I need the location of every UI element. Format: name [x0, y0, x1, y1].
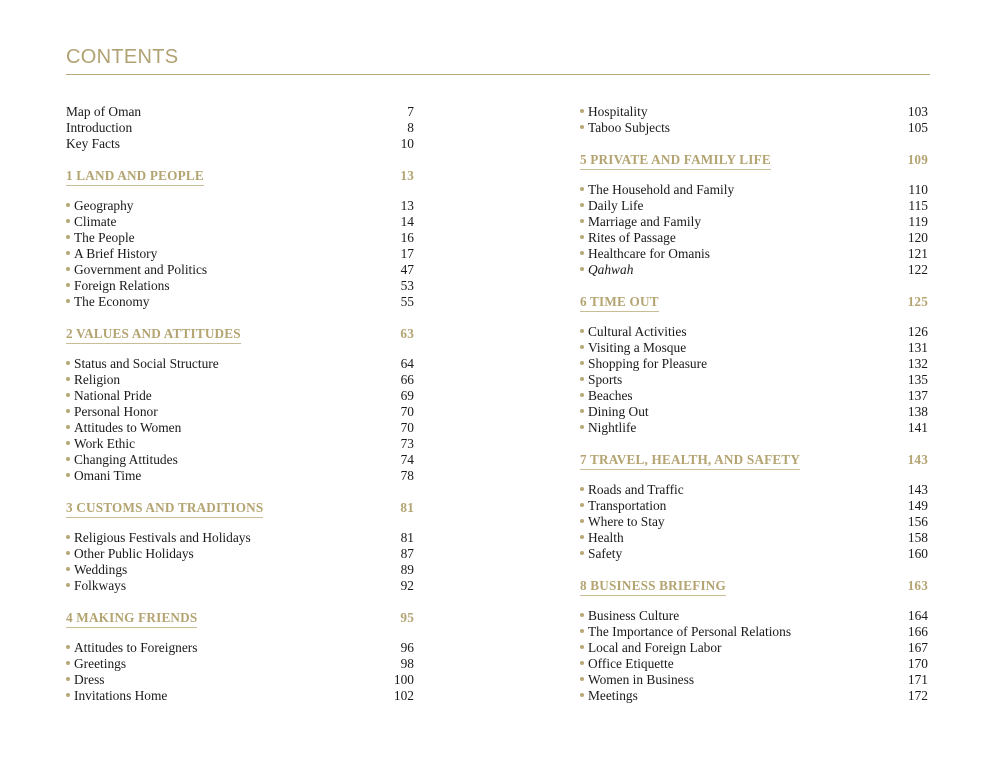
title-rule	[66, 74, 930, 75]
chapter-page: 143	[907, 452, 928, 467]
entry-page: 171	[907, 672, 928, 687]
entry-label: Geography	[74, 198, 134, 213]
entry-page: 78	[400, 468, 414, 483]
entry-label: Changing Attitudes	[74, 452, 178, 467]
toc-entry[interactable]	[66, 246, 414, 262]
entry-page: 98	[400, 656, 414, 671]
toc-entry[interactable]	[580, 104, 928, 120]
toc-entry[interactable]	[66, 468, 414, 484]
bullet-icon	[580, 519, 584, 523]
bullet-icon	[580, 487, 584, 491]
chapter-page: 81	[400, 500, 414, 515]
entry-page: 66	[400, 372, 414, 387]
toc-entry[interactable]	[66, 120, 414, 136]
entry-page: 103	[907, 104, 928, 119]
entry-label: Local and Foreign Labor	[588, 640, 722, 655]
entry-label: Health	[588, 530, 624, 545]
entry-label: Business Culture	[588, 608, 680, 623]
bullet-icon	[580, 613, 584, 617]
entry-page: 17	[400, 246, 414, 261]
entry-page: 74	[400, 452, 414, 467]
entry-label: The People	[74, 230, 135, 245]
entry-page: 81	[400, 530, 414, 545]
entry-page: 119	[908, 214, 928, 229]
toc-entry[interactable]	[580, 246, 928, 262]
bullet-icon	[66, 535, 70, 539]
toc-entry[interactable]	[66, 562, 414, 578]
bullet-icon	[66, 251, 70, 255]
bullet-icon	[580, 187, 584, 191]
entry-page: 172	[907, 688, 928, 703]
entry-label: Daily Life	[588, 198, 644, 213]
chapter-heading[interactable]	[66, 500, 414, 516]
bullet-icon	[580, 425, 584, 429]
entry-label: Taboo Subjects	[588, 120, 670, 135]
entry-page: 16	[400, 230, 414, 245]
entry-page: 92	[400, 578, 414, 593]
entry-page: 69	[400, 388, 414, 403]
toc-right-column	[580, 104, 928, 704]
toc-entry[interactable]	[66, 372, 414, 388]
bullet-icon	[66, 219, 70, 223]
chapter-heading[interactable]	[580, 578, 928, 594]
entry-page: 131	[907, 340, 928, 355]
bullet-icon	[66, 267, 70, 271]
bullet-icon	[580, 503, 584, 507]
entry-label: Women in Business	[588, 672, 695, 687]
entry-label: A Brief History	[74, 246, 158, 261]
entry-page: 8	[407, 120, 414, 135]
entry-label: Religious Festivals and Holidays	[74, 530, 251, 545]
toc-entry[interactable]	[66, 578, 414, 594]
chapter-heading[interactable]	[580, 152, 928, 168]
bullet-icon	[580, 377, 584, 381]
entry-label: Dress	[74, 672, 105, 687]
entry-label: Cultural Activities	[588, 324, 687, 339]
entry-label: National Pride	[74, 388, 152, 403]
chapter-heading[interactable]	[66, 610, 414, 626]
toc-entry[interactable]	[580, 546, 928, 562]
bullet-icon	[580, 203, 584, 207]
toc-entry[interactable]	[580, 672, 928, 688]
entry-label: The Economy	[74, 294, 150, 309]
entry-label: Where to Stay	[588, 514, 665, 529]
bullet-icon	[580, 219, 584, 223]
bullet-icon	[580, 677, 584, 681]
entry-label: Foreign Relations	[74, 278, 170, 293]
toc-entry[interactable]	[580, 324, 928, 340]
entry-page: 126	[907, 324, 928, 339]
toc-entry[interactable]	[66, 452, 414, 468]
chapter-page: 163	[907, 578, 928, 593]
entry-label: Rites of Passage	[588, 230, 676, 245]
entry-page: 87	[400, 546, 414, 561]
entry-label: Status and Social Structure	[74, 356, 219, 371]
bullet-icon	[580, 661, 584, 665]
bullet-icon	[66, 551, 70, 555]
entry-page: 53	[400, 278, 414, 293]
toc-entry[interactable]	[66, 672, 414, 688]
entry-label: Personal Honor	[74, 404, 158, 419]
toc-entry[interactable]	[66, 404, 414, 420]
toc-entry[interactable]	[580, 482, 928, 498]
toc-entry[interactable]	[66, 262, 414, 278]
entry-page: 96	[400, 640, 414, 655]
bullet-icon	[66, 441, 70, 445]
entry-label: Introduction	[66, 120, 133, 135]
chapter-title: 2 VALUES AND ATTITUDES	[66, 326, 241, 344]
bullet-icon	[580, 109, 584, 113]
toc-entry[interactable]	[580, 230, 928, 246]
entry-page: 115	[908, 198, 928, 213]
toc-entry[interactable]	[66, 230, 414, 246]
entry-label: Government and Politics	[74, 262, 208, 277]
toc-entry[interactable]	[580, 214, 928, 230]
toc-entry[interactable]	[66, 420, 414, 436]
bullet-icon	[580, 345, 584, 349]
entry-label: The Household and Family	[588, 182, 735, 197]
entry-page: 156	[907, 514, 928, 529]
entry-page: 149	[907, 498, 928, 513]
chapter-title: 6 TIME OUT	[580, 294, 659, 312]
bullet-icon	[580, 409, 584, 413]
toc-entry[interactable]	[580, 530, 928, 546]
bullet-icon	[66, 473, 70, 477]
bullet-icon	[580, 629, 584, 633]
toc-entry[interactable]	[580, 340, 928, 356]
entry-label: Shopping for Pleasure	[588, 356, 708, 371]
entry-label: Key Facts	[66, 136, 120, 151]
entry-page: 73	[400, 436, 414, 451]
bullet-icon	[580, 393, 584, 397]
toc-entry[interactable]	[580, 608, 928, 624]
entry-label: Roads and Traffic	[588, 482, 684, 497]
toc-entry[interactable]	[66, 198, 414, 214]
chapter-title: 1 LAND AND PEOPLE	[66, 168, 204, 186]
entry-page: 122	[907, 262, 928, 277]
bullet-icon	[66, 425, 70, 429]
entry-label: Omani Time	[74, 468, 142, 483]
entry-label: Office Etiquette	[588, 656, 674, 671]
bullet-icon	[580, 329, 584, 333]
entry-page: 14	[400, 214, 414, 229]
chapter-page: 63	[400, 326, 414, 341]
bullet-icon	[66, 299, 70, 303]
bullet-icon	[66, 377, 70, 381]
toc-entry[interactable]	[580, 356, 928, 372]
entry-page: 13	[400, 198, 414, 213]
toc-entry[interactable]	[580, 624, 928, 640]
chapter-page: 95	[400, 610, 414, 625]
entry-page: 7	[407, 104, 414, 119]
entry-label: Attitudes to Women	[74, 420, 182, 435]
chapter-heading[interactable]	[580, 452, 928, 468]
bullet-icon	[580, 235, 584, 239]
entry-label: Qahwah	[588, 262, 634, 277]
bullet-icon	[66, 283, 70, 287]
toc-entry[interactable]	[580, 514, 928, 530]
toc-entry[interactable]	[580, 420, 928, 436]
entry-page: 135	[907, 372, 928, 387]
entry-label: Invitations Home	[74, 688, 168, 703]
entry-label: Safety	[588, 546, 623, 561]
bullet-icon	[66, 645, 70, 649]
entry-label: Religion	[74, 372, 121, 387]
entry-page: 89	[400, 562, 414, 577]
toc-entry[interactable]	[580, 656, 928, 672]
entry-page: 64	[400, 356, 414, 371]
bullet-icon	[580, 535, 584, 539]
entry-page: 10	[400, 136, 414, 151]
chapter-title: 7 TRAVEL, HEALTH, AND SAFETY	[580, 452, 800, 470]
toc-entry[interactable]	[580, 120, 928, 136]
toc-entry[interactable]	[66, 530, 414, 546]
toc-entry[interactable]	[66, 546, 414, 562]
page-title: CONTENTS	[66, 46, 179, 68]
bullet-icon	[66, 235, 70, 239]
bullet-icon	[580, 251, 584, 255]
chapter-title: 3 CUSTOMS AND TRADITIONS	[66, 500, 263, 518]
entry-page: 70	[400, 404, 414, 419]
bullet-icon	[580, 693, 584, 697]
bullet-icon	[66, 393, 70, 397]
chapter-title: 4 MAKING FRIENDS	[66, 610, 197, 628]
bullet-icon	[66, 677, 70, 681]
entry-page: 110	[908, 182, 928, 197]
entry-label: Sports	[588, 372, 623, 387]
bullet-icon	[66, 693, 70, 697]
entry-page: 102	[393, 688, 414, 703]
entry-label: Weddings	[74, 562, 128, 577]
toc-entry[interactable]	[66, 278, 414, 294]
bullet-icon	[66, 203, 70, 207]
entry-label: Visiting a Mosque	[588, 340, 687, 355]
toc-left-column	[66, 104, 414, 704]
toc-entry[interactable]	[66, 136, 414, 152]
bullet-icon	[66, 661, 70, 665]
entry-label: Transportation	[588, 498, 667, 513]
entry-page: 160	[907, 546, 928, 561]
chapter-page: 125	[907, 294, 928, 309]
entry-label: Folkways	[74, 578, 127, 593]
toc-entry[interactable]	[580, 688, 928, 704]
entry-label: Beaches	[588, 388, 633, 403]
chapter-title: 5 PRIVATE AND FAMILY LIFE	[580, 152, 771, 170]
toc-entry[interactable]	[66, 214, 414, 230]
toc-entry[interactable]	[66, 688, 414, 704]
bullet-icon	[580, 267, 584, 271]
chapter-heading[interactable]	[66, 326, 414, 342]
bullet-icon	[66, 361, 70, 365]
toc-entry[interactable]	[580, 498, 928, 514]
entry-page: 143	[907, 482, 928, 497]
entry-label: Dining Out	[588, 404, 649, 419]
entry-page: 47	[400, 262, 414, 277]
bullet-icon	[580, 361, 584, 365]
toc-entry[interactable]	[66, 104, 414, 120]
bullet-icon	[580, 645, 584, 649]
chapter-title: 8 BUSINESS BRIEFING	[580, 578, 726, 596]
entry-page: 141	[907, 420, 928, 435]
entry-page: 105	[907, 120, 928, 135]
entry-page: 70	[400, 420, 414, 435]
bullet-icon	[66, 567, 70, 571]
entry-label: Other Public Holidays	[74, 546, 194, 561]
chapter-page: 13	[400, 168, 414, 183]
bullet-icon	[580, 551, 584, 555]
toc-entry[interactable]	[66, 656, 414, 672]
toc-entry[interactable]	[66, 388, 414, 404]
entry-label: Map of Oman	[66, 104, 142, 119]
toc-entry[interactable]	[580, 198, 928, 214]
toc-entry[interactable]	[580, 372, 928, 388]
entry-label: Marriage and Family	[588, 214, 702, 229]
toc-entry[interactable]	[580, 388, 928, 404]
toc-entry[interactable]	[580, 404, 928, 420]
entry-label: Attitudes to Foreigners	[74, 640, 198, 655]
entry-page: 121	[907, 246, 928, 261]
chapter-heading[interactable]	[580, 294, 928, 310]
entry-label: Greetings	[74, 656, 127, 671]
bullet-icon	[66, 457, 70, 461]
entry-page: 132	[907, 356, 928, 371]
bullet-icon	[580, 125, 584, 129]
bullet-icon	[66, 409, 70, 413]
toc-entry[interactable]	[580, 262, 928, 278]
chapter-page: 109	[907, 152, 928, 167]
entry-page: 137	[907, 388, 928, 403]
entry-page: 100	[393, 672, 414, 687]
toc-entry[interactable]	[66, 356, 414, 372]
entry-page: 55	[400, 294, 414, 309]
entry-label: Hospitality	[588, 104, 648, 119]
entry-label: Nightlife	[588, 420, 637, 435]
entry-page: 120	[907, 230, 928, 245]
entry-label: The Importance of Personal Relations	[588, 624, 792, 639]
entry-label: Work Ethic	[74, 436, 136, 451]
entry-label: Climate	[74, 214, 117, 229]
entry-page: 167	[907, 640, 928, 655]
chapter-heading[interactable]	[66, 168, 414, 184]
bullet-icon	[66, 583, 70, 587]
entry-page: 170	[907, 656, 928, 671]
entry-page: 138	[907, 404, 928, 419]
entry-page: 164	[907, 608, 928, 623]
toc-entry[interactable]	[66, 640, 414, 656]
entry-label: Healthcare for Omanis	[588, 246, 710, 261]
toc-entry[interactable]	[580, 182, 928, 198]
toc-entry[interactable]	[66, 436, 414, 452]
toc-entry[interactable]	[580, 640, 928, 656]
entry-page: 166	[907, 624, 928, 639]
entry-page: 158	[907, 530, 928, 545]
toc-entry[interactable]	[66, 294, 414, 310]
entry-label: Meetings	[588, 688, 638, 703]
